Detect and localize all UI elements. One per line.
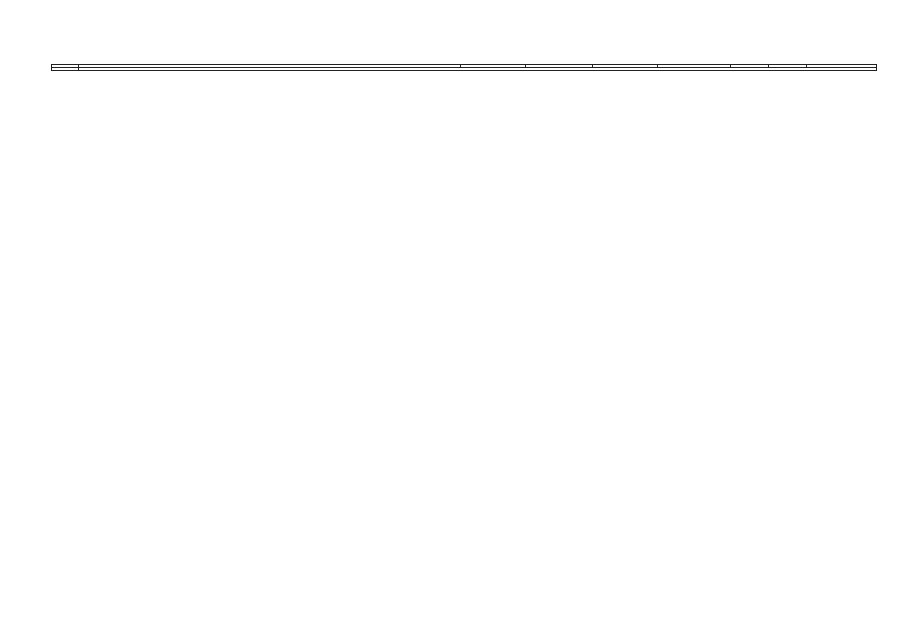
result-cell (79, 68, 877, 71)
result-section (52, 68, 877, 71)
row-number (52, 68, 79, 71)
result-row (52, 68, 877, 71)
budget-table (51, 64, 877, 71)
